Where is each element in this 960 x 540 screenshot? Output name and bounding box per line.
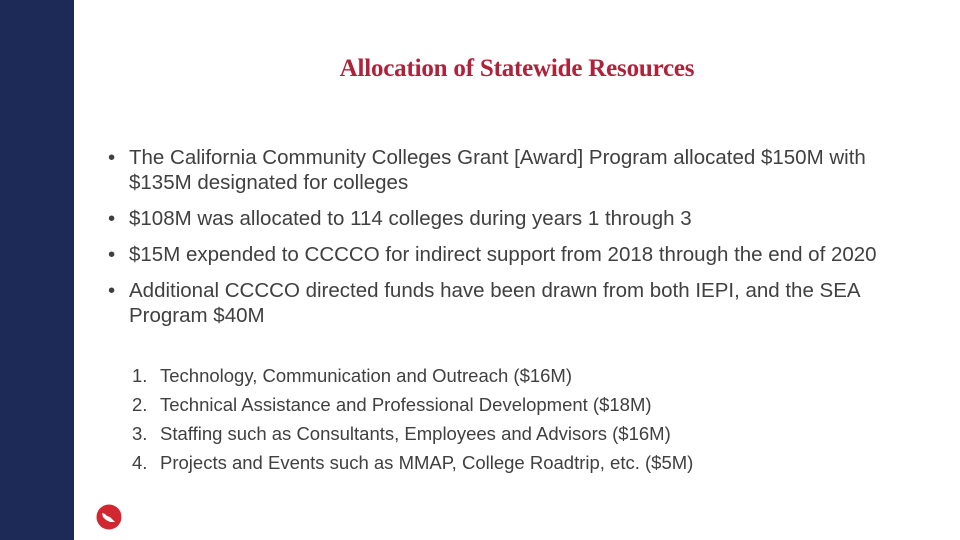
- numbered-list: [132, 361, 892, 477]
- bullet-marker: •: [108, 146, 116, 169]
- slide-title: Allocation of Statewide Resources: [339, 55, 695, 82]
- item-number: 3.: [132, 423, 148, 444]
- item-number: 2.: [132, 394, 148, 415]
- bullet-marker: •: [108, 243, 116, 266]
- sidebar-bar: [0, 0, 74, 540]
- bullet-text: $15M expended to CCCCO for indirect support from 2018 through the end of 2020: [129, 243, 877, 266]
- bullet-text: $108M was allocated to 114 colleges during years 1 through 3: [129, 207, 692, 230]
- bullet-marker: •: [108, 207, 116, 230]
- bullet-text: The California Community Colleges Grant [Award] Program allocated $150M with $135M designated for colleges: [129, 146, 866, 194]
- item-text: Technical Assistance and Professional Development ($18M): [160, 394, 652, 415]
- item-text: Staffing such as Consultants, Employees and Advisors ($16M): [160, 423, 671, 444]
- numbered-item: [132, 361, 892, 390]
- bullet-list: [108, 145, 898, 339]
- bullet-item: [108, 242, 898, 267]
- item-number: 4.: [132, 452, 148, 473]
- numbered-item: [132, 448, 892, 477]
- item-text: Projects and Events such as MMAP, College Roadtrip, etc. ($5M): [160, 452, 694, 473]
- bullet-item: [108, 145, 898, 195]
- california-state-icon: [96, 504, 122, 530]
- bullet-text: Additional CCCCO directed funds have been drawn from both IEPI, and the SEA Program $40M: [129, 279, 860, 327]
- numbered-item: [132, 390, 892, 419]
- item-number: 1.: [132, 365, 148, 386]
- bullet-item: [108, 206, 898, 231]
- item-text: Technology, Communication and Outreach ($16M): [160, 365, 573, 386]
- numbered-item: [132, 419, 892, 448]
- bullet-marker: •: [108, 279, 116, 302]
- bullet-item: [108, 278, 898, 328]
